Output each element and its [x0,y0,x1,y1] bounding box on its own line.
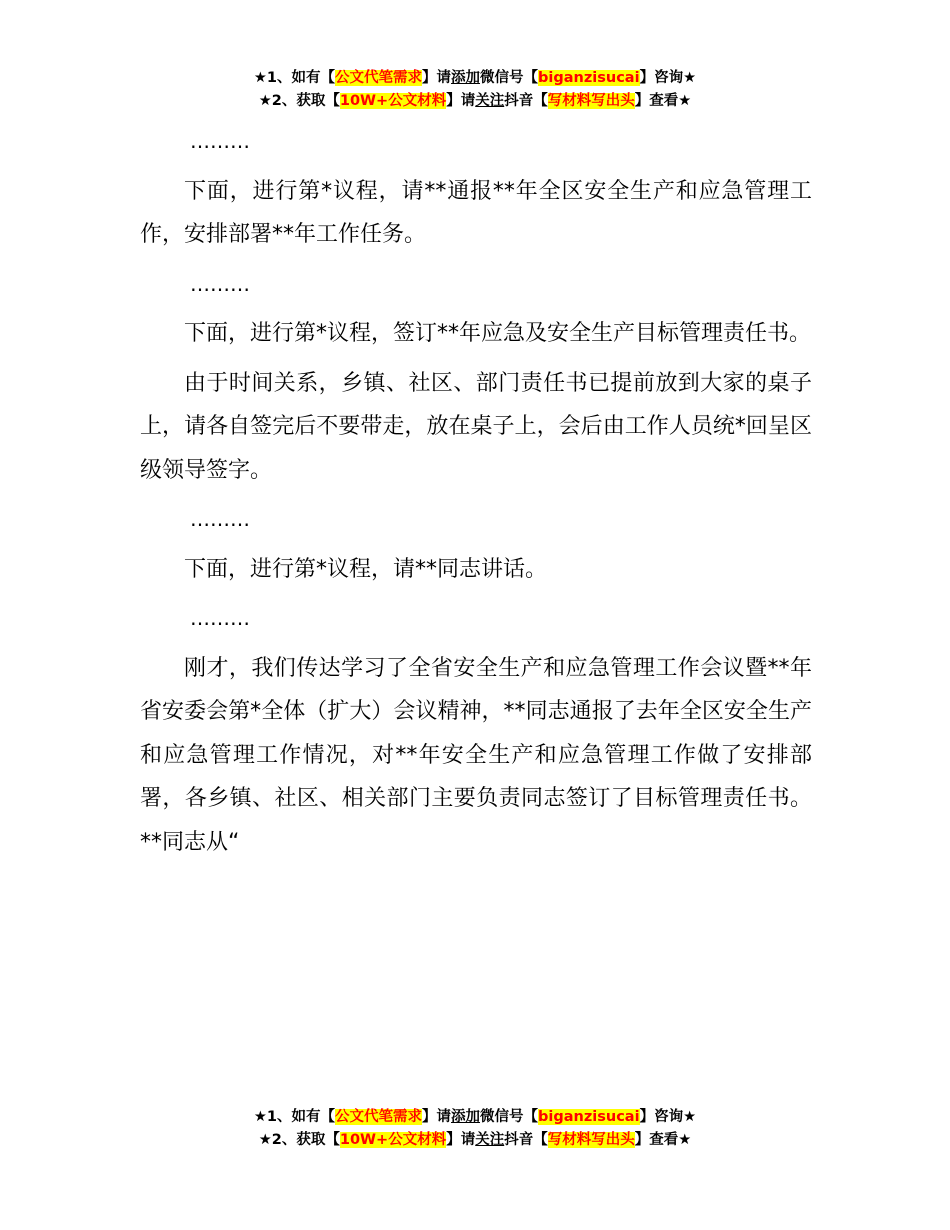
banner-highlight: 10W+公文材料 [339,93,447,109]
banner-highlight: 10W+公文材料 [339,1132,447,1148]
banner-underlined: 添加 [451,70,481,86]
banner-text: 】请 [446,93,476,109]
douyin-highlight: 写材料写出头 [547,93,635,109]
paragraph-5: 刚才，我们传达学习了全省安全生产和应急管理工作会议暨**年省安委会第*全体（扩大）会议精神，**同志通报了去年全区安全生产和应急管理工作情况，对**年安全生产和应急管理工作做了安排部署，各乡镇、社区、相关部门主要负责同志签订了目标管理责任书。**同志从“ [140,655,812,855]
banner-text: 抖音【 [504,1132,548,1148]
header-banner [0,67,950,113]
document-body [140,120,812,864]
wechat-id-highlight: biganzisucai [538,70,640,86]
banner-underlined: 关注 [475,93,505,109]
paragraph-1: 下面，进行第*议程，请**通报**年全区安全生产和应急管理工作，安排部署**年工作任务。 [140,178,812,247]
banner-text: 】查看★ [634,1132,692,1148]
paragraph-4: 下面，进行第*议程，请**同志讲话。 [184,556,548,582]
paragraph-2: 下面，进行第*议程，签订**年应急及安全生产目标管理责任书。 [184,321,812,346]
banner-text: 】查看★ [634,93,692,109]
banner-text: 】请 [422,70,452,86]
paragraph-3: 由于时间关系，乡镇、社区、部门责任书已提前放到大家的桌子上，请各自签完后不要带走，放在桌子上，会后由工作人员统*回呈区级领导签字。 [140,370,812,483]
banner-highlight: 公文代笔需求 [335,1109,423,1125]
banner-text: 】请 [446,1132,476,1148]
footer-line-1 [0,1106,950,1129]
banner-text: ★2、获取【 [258,1132,340,1148]
header-line-2 [0,90,950,113]
douyin-highlight: 写材料写出头 [547,1132,635,1148]
footer-banner [0,1106,950,1152]
banner-text: ★1、如有【 [253,70,336,86]
banner-text: ★1、如有【 [253,1109,336,1125]
wechat-id-highlight: biganzisucai [538,1109,640,1125]
banner-text: 】咨询★ [639,1109,697,1125]
ellipsis-2: ……… [190,271,250,296]
banner-underlined: 关注 [475,1132,505,1148]
banner-text: 抖音【 [504,93,548,109]
banner-text: 】请 [422,1109,452,1125]
banner-text: 微信号【 [480,70,539,86]
banner-text: 】咨询★ [639,70,697,86]
header-line-1 [0,67,950,90]
ellipsis-3: ……… [190,507,250,531]
banner-underlined: 添加 [451,1109,481,1125]
banner-highlight: 公文代笔需求 [335,70,423,86]
footer-line-2 [0,1129,950,1152]
ellipsis-1: ……… [190,129,250,153]
banner-text: 微信号【 [480,1109,539,1125]
banner-text: ★2、获取【 [258,93,340,109]
ellipsis-4: ……… [190,606,250,630]
